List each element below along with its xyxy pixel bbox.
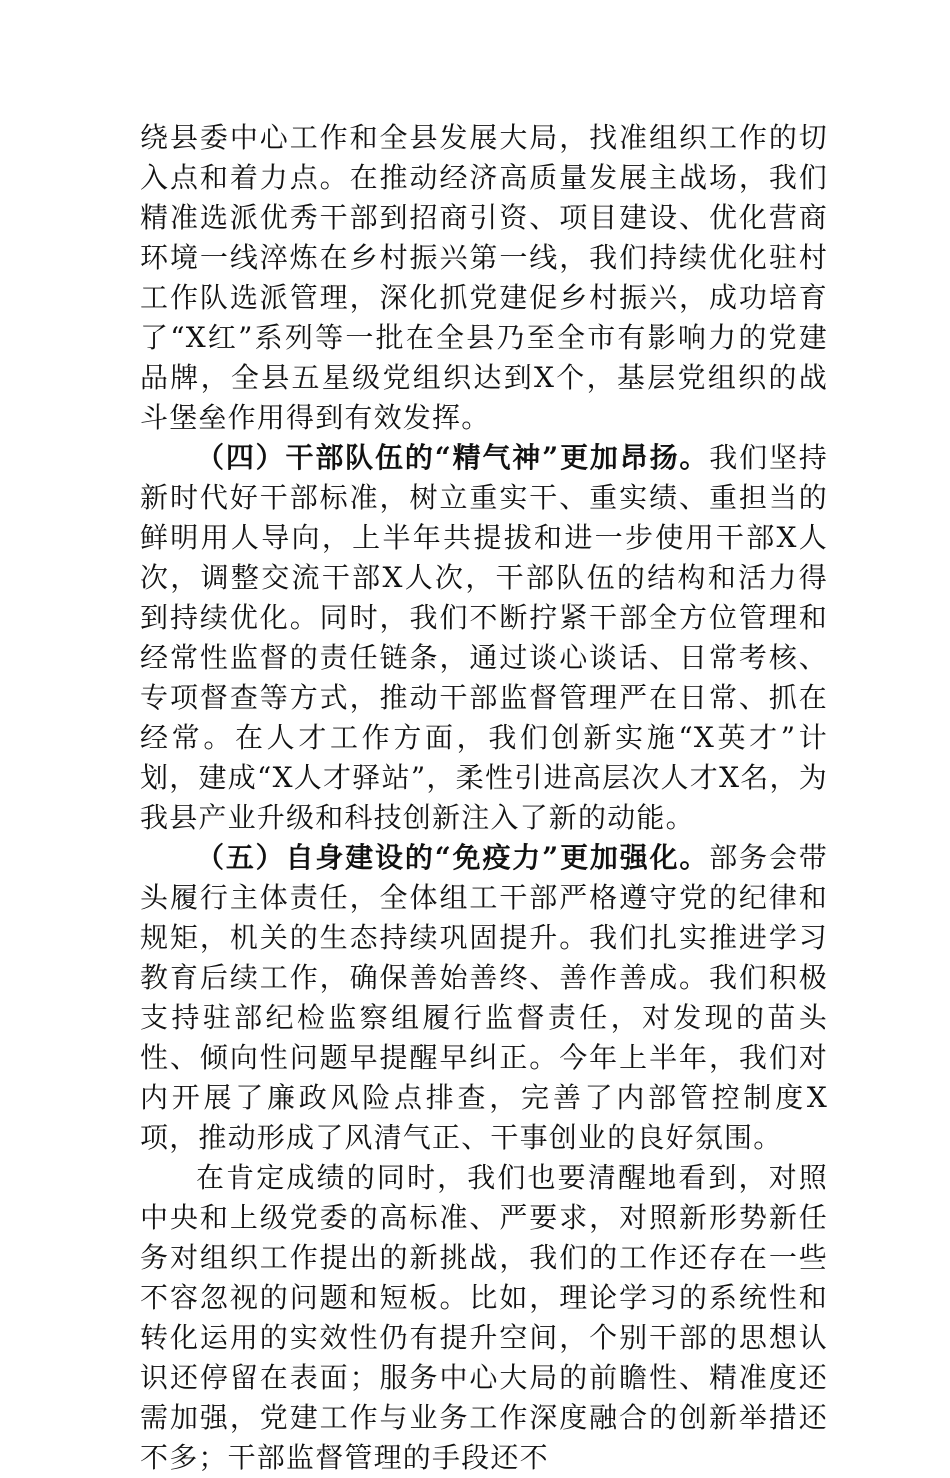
paragraph-text: 部务会带头履行主体责任，全体组工干部严格遵守党的纪律和规矩，机关的生态持续巩固提升。我们扎实推进学习教育后续工作，确保善始善终、善作善成。我们积极支持驻部纪检监察组履行监督责任，对发现的苗头性、倾向性问题早提醒早纠正。今年上半年，我们对内开展了廉政风险点排查，完善了内部管控制度X项，推动形成了风清气正、干事创业的良好氛围。 (140, 841, 828, 1154)
paragraph-continuation (140, 118, 828, 438)
paragraph-problems (140, 1158, 828, 1478)
section-heading-five: （五）自身建设的“免疫力”更加强化。 (196, 841, 710, 874)
section-heading-four: （四）干部队伍的“精气神”更加昂扬。 (196, 441, 710, 474)
paragraph-text: 绕县委中心工作和全县发展大局，找准组织工作的切入点和着力点。在推动经济高质量发展主战场，我们精准选派优秀干部到招商引资、项目建设、优化营商环境一线淬炼在乡村振兴第一线，我们持续优化驻村工作队选派管理，深化抓党建促乡村振兴，成功培育了“X红”系列等一批在全县乃至全市有影响力的党建品牌，全县五星级党组织达到X个，基层党组织的战斗堡垒作用得到有效发挥。 (140, 121, 828, 434)
paragraph-section-five (140, 838, 828, 1158)
paragraph-text: 在肯定成绩的同时，我们也要清醒地看到，对照中央和上级党委的高标准、严要求，对照新形势新任务对组织工作提出的新挑战，我们的工作还存在一些不容忽视的问题和短板。比如，理论学习的系统性和转化运用的实效性仍有提升空间，个别干部的思想认识还停留在表面；服务中心大局的前瞻性、精准度还需加强，党建工作与业务工作深度融合的创新举措还不多；干部监督管理的手段还不 (140, 1161, 828, 1474)
document-page (140, 118, 828, 1478)
paragraph-text: 我们坚持新时代好干部标准，树立重实干、重实绩、重担当的鲜明用人导向，上半年共提拔和进一步使用干部X人次，调整交流干部X人次，干部队伍的结构和活力得到持续优化。同时，我们不断拧紧干部全方位管理和经常性监督的责任链条，通过谈心谈话、日常考核、专项督查等方式，推动干部监督管理严在日常、抓在经常。在人才工作方面，我们创新实施“X英才”计划，建成“X人才驿站”，柔性引进高层次人才X名，为我县产业升级和科技创新注入了新的动能。 (140, 441, 828, 834)
paragraph-section-four (140, 438, 828, 838)
